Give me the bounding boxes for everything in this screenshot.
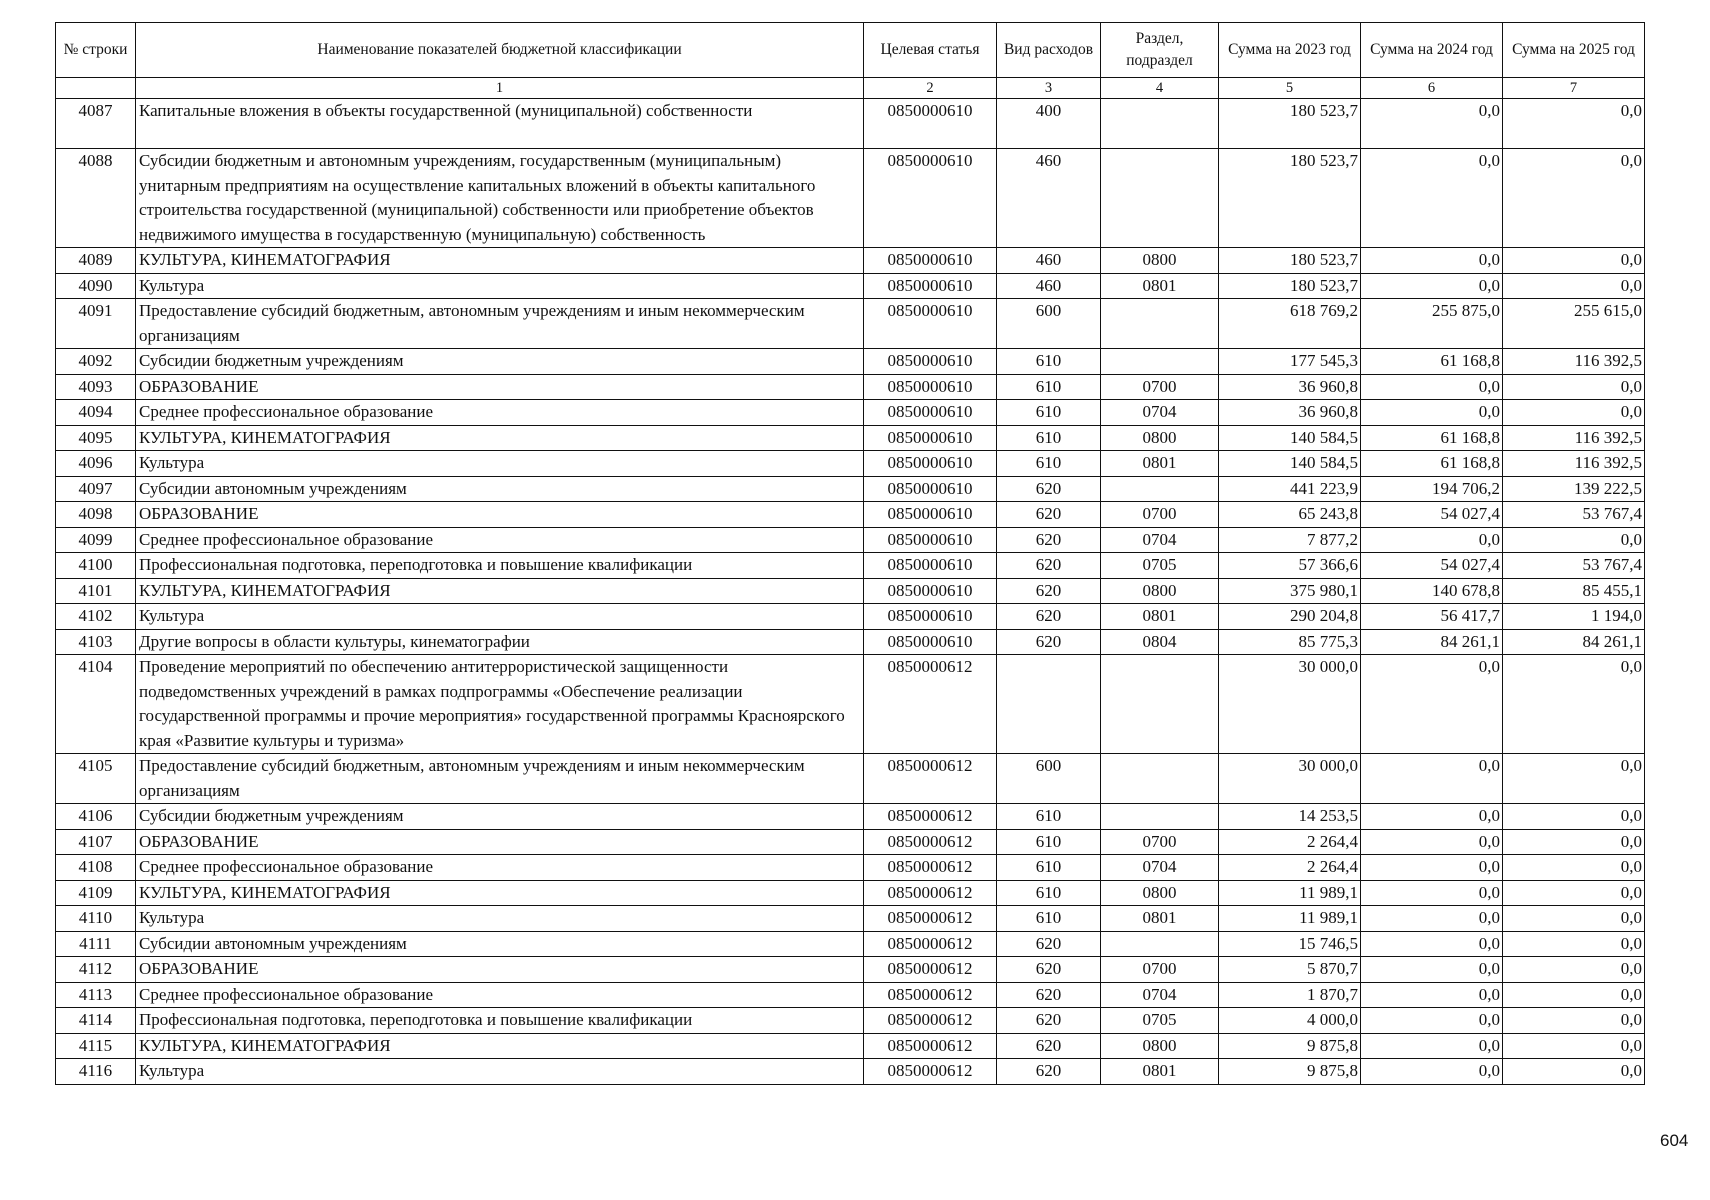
row-target-code: 0850000610 xyxy=(864,349,997,375)
row-section: 0704 xyxy=(1101,982,1219,1008)
row-section: 0700 xyxy=(1101,829,1219,855)
header-name: Наименование показателей бюджетной классификации xyxy=(136,23,864,78)
row-sum-2025: 0,0 xyxy=(1503,1008,1645,1034)
row-section: 0801 xyxy=(1101,1059,1219,1085)
row-sum-2023: 140 584,5 xyxy=(1219,451,1361,477)
table-row xyxy=(56,400,1645,426)
row-sum-2024: 0,0 xyxy=(1361,880,1503,906)
row-section: 0700 xyxy=(1101,502,1219,528)
table-row xyxy=(56,99,1645,149)
table-row xyxy=(56,906,1645,932)
row-number: 4106 xyxy=(56,804,136,830)
row-target-code: 0850000610 xyxy=(864,604,997,630)
row-sum-2024: 0,0 xyxy=(1361,149,1503,248)
row-sum-2023: 57 366,6 xyxy=(1219,553,1361,579)
row-sum-2023: 14 253,5 xyxy=(1219,804,1361,830)
row-section: 0801 xyxy=(1101,451,1219,477)
row-expense-type: 620 xyxy=(997,931,1101,957)
row-expense-type: 600 xyxy=(997,299,1101,349)
row-sum-2023: 290 204,8 xyxy=(1219,604,1361,630)
row-sum-2025: 0,0 xyxy=(1503,273,1645,299)
row-sum-2023: 180 523,7 xyxy=(1219,99,1361,149)
row-sum-2023: 180 523,7 xyxy=(1219,248,1361,274)
column-number: 7 xyxy=(1503,78,1645,99)
row-section xyxy=(1101,931,1219,957)
table-row xyxy=(56,299,1645,349)
row-name: Культура xyxy=(136,604,864,630)
row-sum-2025: 0,0 xyxy=(1503,855,1645,881)
row-expense-type: 610 xyxy=(997,425,1101,451)
row-name: Культура xyxy=(136,451,864,477)
header-type: Вид расходов xyxy=(997,23,1101,78)
row-sum-2023: 5 870,7 xyxy=(1219,957,1361,983)
table-row xyxy=(56,248,1645,274)
row-target-code: 0850000610 xyxy=(864,374,997,400)
row-expense-type: 620 xyxy=(997,1033,1101,1059)
row-target-code: 0850000612 xyxy=(864,1008,997,1034)
row-section xyxy=(1101,299,1219,349)
row-expense-type: 620 xyxy=(997,578,1101,604)
row-name: КУЛЬТУРА, КИНЕМАТОГРАФИЯ xyxy=(136,425,864,451)
row-expense-type: 620 xyxy=(997,553,1101,579)
row-section: 0704 xyxy=(1101,400,1219,426)
table-row xyxy=(56,931,1645,957)
row-sum-2025: 0,0 xyxy=(1503,829,1645,855)
row-sum-2025: 0,0 xyxy=(1503,804,1645,830)
header-target: Целевая статья xyxy=(864,23,997,78)
row-target-code: 0850000610 xyxy=(864,425,997,451)
row-sum-2023: 2 264,4 xyxy=(1219,855,1361,881)
row-name: КУЛЬТУРА, КИНЕМАТОГРАФИЯ xyxy=(136,1033,864,1059)
row-number: 4114 xyxy=(56,1008,136,1034)
row-sum-2024: 84 261,1 xyxy=(1361,629,1503,655)
row-sum-2025: 139 222,5 xyxy=(1503,476,1645,502)
row-number: 4107 xyxy=(56,829,136,855)
row-number: 4099 xyxy=(56,527,136,553)
row-expense-type: 460 xyxy=(997,248,1101,274)
row-sum-2024: 0,0 xyxy=(1361,99,1503,149)
table-row xyxy=(56,1008,1645,1034)
row-number: 4089 xyxy=(56,248,136,274)
row-number: 4087 xyxy=(56,99,136,149)
row-number: 4088 xyxy=(56,149,136,248)
row-expense-type: 620 xyxy=(997,629,1101,655)
row-number: 4104 xyxy=(56,655,136,754)
header-sum-2023: Сумма на 2023 год xyxy=(1219,23,1361,78)
row-target-code: 0850000610 xyxy=(864,527,997,553)
table-row xyxy=(56,149,1645,248)
row-section: 0800 xyxy=(1101,248,1219,274)
row-expense-type: 620 xyxy=(997,527,1101,553)
row-sum-2024: 54 027,4 xyxy=(1361,502,1503,528)
row-name: ОБРАЗОВАНИЕ xyxy=(136,374,864,400)
row-target-code: 0850000612 xyxy=(864,1059,997,1085)
row-section: 0801 xyxy=(1101,273,1219,299)
row-section: 0700 xyxy=(1101,957,1219,983)
row-name: Другие вопросы в области культуры, кинематографии xyxy=(136,629,864,655)
row-sum-2023: 15 746,5 xyxy=(1219,931,1361,957)
row-number: 4112 xyxy=(56,957,136,983)
row-expense-type: 600 xyxy=(997,754,1101,804)
row-section xyxy=(1101,149,1219,248)
row-name: Культура xyxy=(136,273,864,299)
row-sum-2025: 1 194,0 xyxy=(1503,604,1645,630)
row-number: 4116 xyxy=(56,1059,136,1085)
row-sum-2023: 9 875,8 xyxy=(1219,1059,1361,1085)
row-expense-type: 610 xyxy=(997,451,1101,477)
row-sum-2025: 116 392,5 xyxy=(1503,425,1645,451)
row-target-code: 0850000610 xyxy=(864,578,997,604)
row-name: Субсидии бюджетным учреждениям xyxy=(136,804,864,830)
table-row xyxy=(56,754,1645,804)
row-expense-type: 610 xyxy=(997,855,1101,881)
row-sum-2025: 0,0 xyxy=(1503,906,1645,932)
row-number: 4096 xyxy=(56,451,136,477)
table-row xyxy=(56,829,1645,855)
row-name: Среднее профессиональное образование xyxy=(136,855,864,881)
row-sum-2024: 255 875,0 xyxy=(1361,299,1503,349)
row-target-code: 0850000610 xyxy=(864,149,997,248)
table-row xyxy=(56,349,1645,375)
row-expense-type: 620 xyxy=(997,982,1101,1008)
column-number: 2 xyxy=(864,78,997,99)
row-name: Субсидии автономным учреждениям xyxy=(136,931,864,957)
column-number: 4 xyxy=(1101,78,1219,99)
table-row xyxy=(56,655,1645,754)
row-name: Предоставление субсидий бюджетным, автономным учреждениям и иным некоммерческим организациям xyxy=(136,754,864,804)
row-sum-2025: 116 392,5 xyxy=(1503,349,1645,375)
row-expense-type: 620 xyxy=(997,502,1101,528)
row-target-code: 0850000610 xyxy=(864,99,997,149)
row-number: 4102 xyxy=(56,604,136,630)
row-name: ОБРАЗОВАНИЕ xyxy=(136,829,864,855)
row-name: Среднее профессиональное образование xyxy=(136,982,864,1008)
row-sum-2025: 53 767,4 xyxy=(1503,502,1645,528)
row-number: 4092 xyxy=(56,349,136,375)
row-section xyxy=(1101,99,1219,149)
row-sum-2024: 0,0 xyxy=(1361,527,1503,553)
row-name: Среднее профессиональное образование xyxy=(136,400,864,426)
row-sum-2023: 85 775,3 xyxy=(1219,629,1361,655)
row-sum-2024: 0,0 xyxy=(1361,1059,1503,1085)
row-sum-2025: 0,0 xyxy=(1503,400,1645,426)
row-section: 0705 xyxy=(1101,1008,1219,1034)
row-sum-2024: 0,0 xyxy=(1361,855,1503,881)
row-name: Профессиональная подготовка, переподготовка и повышение квалификации xyxy=(136,553,864,579)
row-section: 0705 xyxy=(1101,553,1219,579)
row-number: 4091 xyxy=(56,299,136,349)
table-row xyxy=(56,425,1645,451)
row-number: 4111 xyxy=(56,931,136,957)
row-section: 0800 xyxy=(1101,1033,1219,1059)
row-sum-2025: 0,0 xyxy=(1503,1033,1645,1059)
row-sum-2025: 255 615,0 xyxy=(1503,299,1645,349)
row-target-code: 0850000610 xyxy=(864,273,997,299)
column-number: 6 xyxy=(1361,78,1503,99)
table-row xyxy=(56,629,1645,655)
row-expense-type: 460 xyxy=(997,149,1101,248)
row-sum-2023: 4 000,0 xyxy=(1219,1008,1361,1034)
row-name: КУЛЬТУРА, КИНЕМАТОГРАФИЯ xyxy=(136,578,864,604)
row-sum-2023: 180 523,7 xyxy=(1219,149,1361,248)
row-expense-type: 620 xyxy=(997,1008,1101,1034)
row-expense-type: 620 xyxy=(997,1059,1101,1085)
row-target-code: 0850000610 xyxy=(864,629,997,655)
row-sum-2024: 0,0 xyxy=(1361,982,1503,1008)
table-row xyxy=(56,855,1645,881)
row-number: 4090 xyxy=(56,273,136,299)
row-sum-2025: 0,0 xyxy=(1503,880,1645,906)
row-target-code: 0850000610 xyxy=(864,299,997,349)
row-expense-type: 620 xyxy=(997,476,1101,502)
row-number: 4109 xyxy=(56,880,136,906)
row-section: 0804 xyxy=(1101,629,1219,655)
row-target-code: 0850000612 xyxy=(864,931,997,957)
row-number: 4101 xyxy=(56,578,136,604)
row-sum-2024: 0,0 xyxy=(1361,655,1503,754)
row-name: Культура xyxy=(136,1059,864,1085)
row-number: 4105 xyxy=(56,754,136,804)
table-row xyxy=(56,553,1645,579)
row-target-code: 0850000612 xyxy=(864,855,997,881)
row-sum-2025: 0,0 xyxy=(1503,374,1645,400)
row-target-code: 0850000610 xyxy=(864,451,997,477)
table-row xyxy=(56,578,1645,604)
row-name: Проведение мероприятий по обеспечению антитеррористической защищенности подведомственных учреждений в рамках подпрограммы «Обеспечение реализации государственной программы и прочие мероприятия» государственной программы Красноярского края «Развитие культуры и туризма» xyxy=(136,655,864,754)
table-row xyxy=(56,604,1645,630)
row-number: 4113 xyxy=(56,982,136,1008)
row-sum-2025: 0,0 xyxy=(1503,957,1645,983)
row-number: 4095 xyxy=(56,425,136,451)
row-sum-2024: 140 678,8 xyxy=(1361,578,1503,604)
row-sum-2023: 180 523,7 xyxy=(1219,273,1361,299)
row-number: 4094 xyxy=(56,400,136,426)
row-section: 0800 xyxy=(1101,880,1219,906)
budget-sheet xyxy=(55,22,1644,1085)
row-name: Среднее профессиональное образование xyxy=(136,527,864,553)
row-number: 4093 xyxy=(56,374,136,400)
row-target-code: 0850000610 xyxy=(864,553,997,579)
row-expense-type: 620 xyxy=(997,604,1101,630)
row-name: Культура xyxy=(136,906,864,932)
row-sum-2025: 0,0 xyxy=(1503,1059,1645,1085)
row-number: 4100 xyxy=(56,553,136,579)
row-sum-2024: 0,0 xyxy=(1361,957,1503,983)
table-row xyxy=(56,273,1645,299)
table-header xyxy=(56,23,1645,99)
row-section xyxy=(1101,655,1219,754)
column-number: 5 xyxy=(1219,78,1361,99)
row-sum-2025: 85 455,1 xyxy=(1503,578,1645,604)
row-target-code: 0850000610 xyxy=(864,400,997,426)
header-row-no: № строки xyxy=(56,23,136,78)
table-row xyxy=(56,476,1645,502)
row-target-code: 0850000612 xyxy=(864,982,997,1008)
table-row xyxy=(56,502,1645,528)
row-sum-2023: 30 000,0 xyxy=(1219,754,1361,804)
row-number: 4110 xyxy=(56,906,136,932)
row-sum-2023: 11 989,1 xyxy=(1219,880,1361,906)
row-target-code: 0850000612 xyxy=(864,754,997,804)
row-section xyxy=(1101,349,1219,375)
row-section xyxy=(1101,804,1219,830)
row-sum-2023: 2 264,4 xyxy=(1219,829,1361,855)
table-row xyxy=(56,374,1645,400)
row-section: 0801 xyxy=(1101,906,1219,932)
row-expense-type: 610 xyxy=(997,880,1101,906)
row-sum-2023: 1 870,7 xyxy=(1219,982,1361,1008)
row-target-code: 0850000610 xyxy=(864,476,997,502)
row-target-code: 0850000610 xyxy=(864,248,997,274)
row-name: Профессиональная подготовка, переподготовка и повышение квалификации xyxy=(136,1008,864,1034)
row-sum-2025: 0,0 xyxy=(1503,248,1645,274)
row-sum-2025: 0,0 xyxy=(1503,931,1645,957)
table-row xyxy=(56,527,1645,553)
column-number: 3 xyxy=(997,78,1101,99)
row-target-code: 0850000612 xyxy=(864,957,997,983)
header-sum-2025: Сумма на 2025 год xyxy=(1503,23,1645,78)
row-sum-2024: 0,0 xyxy=(1361,1008,1503,1034)
row-sum-2023: 36 960,8 xyxy=(1219,374,1361,400)
table-row xyxy=(56,957,1645,983)
row-sum-2025: 0,0 xyxy=(1503,527,1645,553)
row-name: ОБРАЗОВАНИЕ xyxy=(136,502,864,528)
row-section xyxy=(1101,754,1219,804)
row-target-code: 0850000612 xyxy=(864,906,997,932)
row-sum-2024: 61 168,8 xyxy=(1361,349,1503,375)
row-expense-type: 610 xyxy=(997,349,1101,375)
row-sum-2023: 30 000,0 xyxy=(1219,655,1361,754)
row-expense-type: 400 xyxy=(997,99,1101,149)
row-name: Предоставление субсидий бюджетным, автономным учреждениям и иным некоммерческим организациям xyxy=(136,299,864,349)
row-name: Субсидии бюджетным и автономным учреждениям, государственным (муниципальным) унитарным предприятиям на осуществление капитальных вложений в объекты капитального строительства государственной (муниципальной) собственности или приобретение объектов недвижимого имущества в государственную (муниципальную) собственность xyxy=(136,149,864,248)
row-sum-2024: 0,0 xyxy=(1361,374,1503,400)
row-sum-2023: 441 223,9 xyxy=(1219,476,1361,502)
table-row xyxy=(56,804,1645,830)
row-number: 4103 xyxy=(56,629,136,655)
row-sum-2025: 0,0 xyxy=(1503,149,1645,248)
column-number xyxy=(56,78,136,99)
row-section: 0800 xyxy=(1101,578,1219,604)
header-sum-2024: Сумма на 2024 год xyxy=(1361,23,1503,78)
row-sum-2023: 36 960,8 xyxy=(1219,400,1361,426)
row-name: КУЛЬТУРА, КИНЕМАТОГРАФИЯ xyxy=(136,880,864,906)
table-row xyxy=(56,880,1645,906)
row-name: Субсидии автономным учреждениям xyxy=(136,476,864,502)
row-sum-2024: 61 168,8 xyxy=(1361,425,1503,451)
row-expense-type: 610 xyxy=(997,906,1101,932)
table-row xyxy=(56,1033,1645,1059)
row-section: 0700 xyxy=(1101,374,1219,400)
row-section: 0800 xyxy=(1101,425,1219,451)
row-name: ОБРАЗОВАНИЕ xyxy=(136,957,864,983)
row-sum-2025: 0,0 xyxy=(1503,99,1645,149)
header-row xyxy=(56,23,1645,78)
row-section: 0801 xyxy=(1101,604,1219,630)
row-expense-type: 620 xyxy=(997,957,1101,983)
row-sum-2024: 0,0 xyxy=(1361,248,1503,274)
row-number: 4108 xyxy=(56,855,136,881)
column-number-row xyxy=(56,78,1645,99)
row-target-code: 0850000612 xyxy=(864,880,997,906)
row-sum-2025: 0,0 xyxy=(1503,754,1645,804)
row-sum-2025: 0,0 xyxy=(1503,655,1645,754)
column-number: 1 xyxy=(136,78,864,99)
row-sum-2024: 0,0 xyxy=(1361,273,1503,299)
row-name: КУЛЬТУРА, КИНЕМАТОГРАФИЯ xyxy=(136,248,864,274)
row-name: Капитальные вложения в объекты государственной (муниципальной) собственности xyxy=(136,99,864,149)
row-sum-2024: 61 168,8 xyxy=(1361,451,1503,477)
row-sum-2023: 177 545,3 xyxy=(1219,349,1361,375)
row-sum-2023: 7 877,2 xyxy=(1219,527,1361,553)
row-sum-2024: 0,0 xyxy=(1361,804,1503,830)
row-sum-2025: 53 767,4 xyxy=(1503,553,1645,579)
row-target-code: 0850000612 xyxy=(864,655,997,754)
table-row xyxy=(56,1059,1645,1085)
row-sum-2024: 0,0 xyxy=(1361,829,1503,855)
row-number: 4115 xyxy=(56,1033,136,1059)
row-sum-2023: 11 989,1 xyxy=(1219,906,1361,932)
budget-table xyxy=(55,22,1645,1085)
row-target-code: 0850000612 xyxy=(864,804,997,830)
row-target-code: 0850000610 xyxy=(864,502,997,528)
row-sum-2023: 618 769,2 xyxy=(1219,299,1361,349)
row-sum-2024: 0,0 xyxy=(1361,1033,1503,1059)
row-sum-2023: 9 875,8 xyxy=(1219,1033,1361,1059)
table-body xyxy=(56,99,1645,1085)
row-number: 4097 xyxy=(56,476,136,502)
row-expense-type: 610 xyxy=(997,804,1101,830)
row-section: 0704 xyxy=(1101,527,1219,553)
row-sum-2023: 140 584,5 xyxy=(1219,425,1361,451)
row-name: Субсидии бюджетным учреждениям xyxy=(136,349,864,375)
row-sum-2024: 0,0 xyxy=(1361,400,1503,426)
row-sum-2024: 194 706,2 xyxy=(1361,476,1503,502)
header-section: Раздел, подраздел xyxy=(1101,23,1219,78)
row-sum-2024: 0,0 xyxy=(1361,931,1503,957)
row-number: 4098 xyxy=(56,502,136,528)
row-expense-type: 460 xyxy=(997,273,1101,299)
page-number: 604 xyxy=(1660,1131,1689,1150)
table-row xyxy=(56,982,1645,1008)
row-sum-2023: 375 980,1 xyxy=(1219,578,1361,604)
row-sum-2024: 56 417,7 xyxy=(1361,604,1503,630)
table-row xyxy=(56,451,1645,477)
row-expense-type: 610 xyxy=(997,400,1101,426)
row-expense-type xyxy=(997,655,1101,754)
row-sum-2025: 0,0 xyxy=(1503,982,1645,1008)
row-target-code: 0850000612 xyxy=(864,1033,997,1059)
row-section xyxy=(1101,476,1219,502)
row-sum-2025: 84 261,1 xyxy=(1503,629,1645,655)
row-expense-type: 610 xyxy=(997,829,1101,855)
row-sum-2025: 116 392,5 xyxy=(1503,451,1645,477)
row-sum-2023: 65 243,8 xyxy=(1219,502,1361,528)
row-section: 0704 xyxy=(1101,855,1219,881)
row-sum-2024: 54 027,4 xyxy=(1361,553,1503,579)
row-sum-2024: 0,0 xyxy=(1361,754,1503,804)
row-sum-2024: 0,0 xyxy=(1361,906,1503,932)
row-target-code: 0850000612 xyxy=(864,829,997,855)
row-expense-type: 610 xyxy=(997,374,1101,400)
